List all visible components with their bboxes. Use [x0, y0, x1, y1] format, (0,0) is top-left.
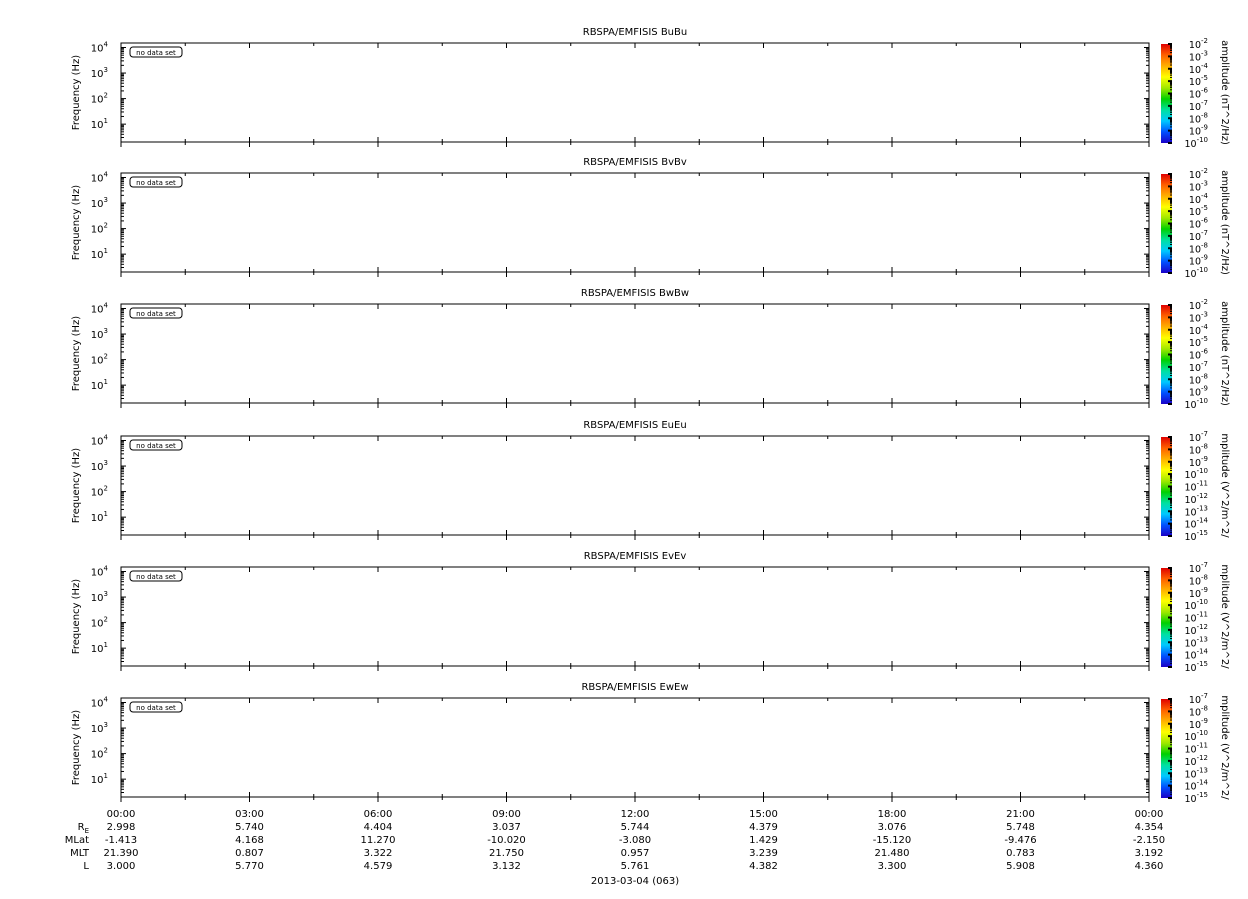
tick-exponent: -11 — [1196, 610, 1208, 619]
tick-exponent: -4 — [1201, 61, 1208, 70]
tick-exponent: 2 — [103, 615, 108, 624]
ephemeris-label-text: MLat — [64, 835, 89, 846]
y-tick-label — [91, 117, 108, 131]
panel-title: RBSPA/EMFISIS EwEw — [581, 682, 689, 693]
tick-exponent: 3 — [103, 590, 108, 599]
colorbar-tick-label — [1184, 529, 1208, 543]
tick-exponent: -8 — [1201, 704, 1208, 713]
ephemeris-value: 3.076 — [877, 822, 907, 833]
y-tick-label — [91, 485, 108, 499]
tick-exponent: 4 — [103, 301, 108, 310]
annotation-text: no data set — [136, 49, 176, 57]
tick-exponent: 3 — [103, 721, 108, 730]
tick-exponent: -5 — [1201, 204, 1208, 213]
ephemeris-value: 3.037 — [492, 822, 521, 833]
tick-exponent: 2 — [103, 746, 108, 755]
tick-base: 10 — [1184, 625, 1197, 637]
panel-title: RBSPA/EMFISIS EvEv — [583, 551, 687, 562]
colorbar-label: amplitude (nT^2/Hz) — [1219, 40, 1230, 145]
tick-base: 10 — [90, 513, 104, 525]
tick-exponent: -10 — [1196, 467, 1208, 476]
ephemeris-label-text: L — [83, 861, 89, 872]
tick-exponent: -9 — [1201, 384, 1208, 393]
ephemeris-value: 21.750 — [489, 848, 524, 859]
x-tick-label: 09:00 — [492, 809, 521, 820]
ephemeris-label — [65, 835, 89, 846]
tick-exponent: -15 — [1196, 529, 1208, 537]
ephemeris-value: 3.322 — [363, 848, 393, 859]
colorbar-tick-label — [1184, 266, 1208, 280]
ephemeris-value: 1.429 — [749, 835, 778, 846]
ephemeris-value: 4.360 — [1134, 861, 1164, 872]
tick-base: 10 — [1188, 387, 1202, 399]
tick-exponent: 4 — [103, 564, 108, 573]
tick-base: 10 — [1184, 269, 1197, 280]
plot-frame — [121, 698, 1149, 797]
ephemeris-value: 5.740 — [235, 822, 264, 833]
tick-exponent: -10 — [1196, 729, 1208, 738]
tick-exponent: -12 — [1196, 753, 1208, 762]
colorbar-label: mplitude (V^2/m^2/ — [1219, 695, 1230, 800]
y-tick-label — [91, 459, 108, 473]
tick-base: 10 — [1188, 707, 1202, 719]
tick-exponent: 2 — [103, 221, 108, 230]
tick-exponent: -15 — [1196, 791, 1208, 799]
tick-base: 10 — [1188, 256, 1202, 268]
y-tick-label — [91, 247, 108, 261]
tick-base: 10 — [1188, 40, 1202, 51]
ephemeris-label-subscript: E — [84, 827, 89, 835]
y-tick-label — [91, 92, 108, 106]
tick-exponent: -9 — [1201, 454, 1208, 463]
tick-base: 10 — [90, 250, 104, 262]
tick-base: 10 — [1184, 663, 1197, 674]
tick-base: 10 — [1188, 588, 1202, 600]
tick-base: 10 — [1184, 744, 1197, 756]
tick-base: 10 — [1184, 794, 1197, 805]
tick-exponent: -13 — [1196, 504, 1208, 513]
tick-exponent: -9 — [1201, 585, 1208, 594]
tick-exponent: 3 — [103, 459, 108, 468]
ephemeris-value: 0.957 — [620, 848, 650, 859]
y-tick-label — [91, 170, 109, 184]
tick-base: 10 — [1188, 313, 1202, 325]
tick-exponent: 1 — [103, 510, 108, 519]
tick-base: 10 — [90, 618, 104, 630]
tick-exponent: -9 — [1201, 716, 1208, 725]
no-data-annotation — [130, 177, 182, 187]
tick-exponent: -14 — [1196, 516, 1208, 525]
tick-base: 10 — [90, 43, 104, 55]
tick-base: 10 — [1184, 507, 1197, 519]
no-data-annotation — [130, 571, 182, 581]
y-tick-label — [91, 196, 108, 210]
panel-4 — [71, 420, 1230, 543]
tick-exponent: -9 — [1201, 123, 1208, 132]
tick-exponent: -12 — [1196, 491, 1208, 500]
x-tick-label: 15:00 — [749, 809, 778, 820]
tick-exponent: -8 — [1201, 111, 1208, 120]
date-label: 2013-03-04 (063) — [590, 876, 680, 887]
tick-base: 10 — [1188, 445, 1202, 457]
y-axis-label: Frequency (Hz) — [71, 315, 82, 392]
tick-base: 10 — [1184, 769, 1197, 781]
tick-base: 10 — [90, 775, 104, 787]
tick-exponent: -7 — [1201, 359, 1208, 368]
x-tick-label: 03:00 — [235, 809, 264, 820]
ephemeris-value: -3.080 — [618, 835, 652, 846]
tick-exponent: 4 — [103, 695, 108, 704]
tick-base: 10 — [1188, 64, 1202, 76]
tick-base: 10 — [1184, 532, 1197, 543]
tick-base: 10 — [90, 644, 104, 656]
tick-base: 10 — [90, 381, 104, 393]
colorbar-label: mplitude (V^2/m^2/ — [1219, 433, 1230, 538]
y-tick-label — [91, 222, 108, 236]
ephemeris-label-text: MLT — [70, 848, 89, 859]
tick-base: 10 — [1184, 781, 1197, 793]
tick-exponent: -4 — [1201, 322, 1208, 331]
ephemeris-value: -2.150 — [1132, 835, 1166, 846]
x-tick-label: 12:00 — [620, 809, 650, 820]
ephemeris-value: 0.807 — [235, 848, 264, 859]
tick-base: 10 — [1188, 170, 1202, 181]
tick-exponent: 4 — [103, 433, 108, 442]
tick-exponent: -3 — [1201, 49, 1208, 58]
tick-base: 10 — [1188, 350, 1202, 362]
ephemeris-value: 5.744 — [620, 822, 650, 833]
tick-exponent: -2 — [1201, 298, 1208, 306]
tick-base: 10 — [1188, 89, 1202, 101]
tick-exponent: -6 — [1201, 347, 1208, 356]
tick-exponent: -5 — [1201, 74, 1208, 83]
tick-exponent: -7 — [1201, 692, 1208, 700]
annotation-text: no data set — [136, 179, 176, 187]
tick-base: 10 — [90, 304, 104, 316]
tick-base: 10 — [90, 724, 104, 736]
annotation-text: no data set — [136, 442, 176, 450]
ephemeris-value: 3.300 — [877, 861, 907, 872]
ephemeris-label — [78, 822, 89, 835]
tick-base: 10 — [1184, 482, 1197, 494]
tick-base: 10 — [1188, 77, 1202, 89]
tick-exponent: -10 — [1196, 397, 1208, 405]
ephemeris-value: 5.748 — [1006, 822, 1035, 833]
x-tick-label: 21:00 — [1006, 809, 1035, 820]
tick-exponent: -14 — [1196, 778, 1208, 787]
no-data-annotation — [130, 308, 182, 318]
tick-exponent: 2 — [103, 484, 108, 493]
ephemeris-value: 5.761 — [620, 861, 650, 872]
tick-base: 10 — [90, 487, 104, 499]
plot-frame — [121, 567, 1149, 666]
ephemeris-value: 3.192 — [1134, 848, 1164, 859]
tick-exponent: 1 — [103, 378, 108, 387]
tick-base: 10 — [1188, 695, 1202, 706]
tick-exponent: -3 — [1201, 310, 1208, 319]
y-tick-label — [91, 301, 109, 315]
ephemeris-value: 3.239 — [749, 848, 778, 859]
tick-exponent: -7 — [1201, 98, 1208, 107]
tick-exponent: 2 — [103, 91, 108, 100]
tick-base: 10 — [1184, 756, 1197, 768]
tick-base: 10 — [1184, 613, 1197, 625]
ephemeris-label — [83, 861, 89, 872]
tick-base: 10 — [90, 436, 104, 448]
tick-base: 10 — [90, 593, 104, 605]
panel-title: RBSPA/EMFISIS BuBu — [582, 27, 688, 38]
y-tick-label — [91, 66, 108, 80]
ephemeris-value: 4.382 — [749, 861, 778, 872]
ephemeris-value: 4.168 — [235, 835, 264, 846]
ephemeris-value: 5.908 — [1006, 861, 1035, 872]
y-tick-label — [91, 378, 108, 392]
tick-base: 10 — [90, 94, 104, 106]
tick-base: 10 — [90, 199, 104, 211]
y-tick-label — [91, 40, 109, 54]
ephemeris-value: -15.120 — [872, 835, 912, 846]
tick-base: 10 — [90, 355, 104, 367]
annotation-text: no data set — [136, 573, 176, 581]
tick-exponent: 1 — [103, 641, 108, 650]
tick-exponent: -10 — [1196, 598, 1208, 607]
tick-base: 10 — [90, 224, 104, 236]
x-tick-label: 00:00 — [106, 809, 136, 820]
tick-exponent: 3 — [103, 196, 108, 205]
colorbar-tick-label — [1184, 136, 1208, 150]
panel-2 — [71, 157, 1230, 280]
x-tick-label: 00:00 — [1134, 809, 1164, 820]
tick-base: 10 — [1188, 182, 1202, 194]
ephemeris-value: 4.379 — [749, 822, 778, 833]
ephemeris-value: -9.476 — [1004, 835, 1037, 846]
y-tick-label — [91, 695, 109, 709]
tick-exponent: -7 — [1201, 561, 1208, 569]
tick-base: 10 — [90, 567, 104, 579]
y-axis-label: Frequency (Hz) — [71, 709, 82, 786]
tick-exponent: -6 — [1201, 86, 1208, 95]
tick-base: 10 — [90, 173, 104, 185]
ephemeris-value: 5.770 — [235, 861, 264, 872]
tick-exponent: 3 — [103, 327, 108, 336]
x-axis-labels — [65, 809, 1165, 887]
colorbar-tick-label — [1184, 397, 1208, 411]
ephemeris-value: 21.390 — [103, 848, 139, 859]
y-tick-label — [91, 721, 108, 735]
tick-base: 10 — [1188, 114, 1202, 126]
ephemeris-value: 3.132 — [492, 861, 521, 872]
tick-exponent: -7 — [1201, 430, 1208, 438]
y-tick-label — [91, 510, 108, 524]
ephemeris-label — [70, 848, 90, 859]
y-tick-label — [91, 590, 108, 604]
tick-base: 10 — [1184, 400, 1197, 411]
tick-base: 10 — [1188, 126, 1202, 138]
ephemeris-value: 3.000 — [106, 861, 136, 872]
tick-exponent: 1 — [103, 772, 108, 781]
colorbar-label: amplitude (nT^2/Hz) — [1219, 170, 1230, 275]
y-tick-label — [91, 353, 108, 367]
tick-base: 10 — [1184, 650, 1197, 662]
annotation-text: no data set — [136, 310, 176, 318]
panel-3 — [71, 288, 1230, 411]
panel-title: RBSPA/EMFISIS EuEu — [583, 420, 687, 431]
panel-title: RBSPA/EMFISIS BwBw — [580, 288, 690, 299]
tick-base: 10 — [1188, 719, 1202, 731]
tick-base: 10 — [90, 120, 104, 132]
plot-frame — [121, 43, 1149, 142]
tick-base: 10 — [1188, 207, 1202, 219]
tick-base: 10 — [90, 69, 104, 81]
annotation-text: no data set — [136, 704, 176, 712]
y-axis-label: Frequency (Hz) — [71, 184, 82, 261]
y-tick-label — [91, 564, 109, 578]
tick-base: 10 — [1188, 301, 1202, 312]
panel-title: RBSPA/EMFISIS BvBv — [583, 157, 687, 168]
ephemeris-value: 4.579 — [363, 861, 393, 872]
tick-exponent: -13 — [1196, 635, 1208, 644]
tick-base: 10 — [1188, 52, 1202, 64]
tick-exponent: -13 — [1196, 766, 1208, 775]
tick-base: 10 — [1184, 732, 1197, 744]
tick-exponent: -15 — [1196, 660, 1208, 668]
colorbar-label: amplitude (nT^2/Hz) — [1219, 301, 1230, 406]
tick-exponent: -5 — [1201, 335, 1208, 344]
tick-base: 10 — [1188, 231, 1202, 243]
y-axis-label: Frequency (Hz) — [71, 54, 82, 131]
tick-exponent: -6 — [1201, 216, 1208, 225]
y-tick-label — [91, 747, 108, 761]
no-data-annotation — [130, 440, 182, 450]
panel-1 — [71, 27, 1230, 150]
y-tick-label — [91, 772, 108, 786]
tick-exponent: -7 — [1201, 228, 1208, 237]
tick-exponent: 2 — [103, 352, 108, 361]
panel-6 — [71, 682, 1230, 805]
tick-exponent: -10 — [1196, 136, 1208, 144]
colorbar-tick-label — [1184, 660, 1208, 674]
tick-exponent: -2 — [1201, 37, 1208, 45]
y-axis-label: Frequency (Hz) — [71, 447, 82, 524]
tick-exponent: -8 — [1201, 442, 1208, 451]
tick-exponent: -8 — [1201, 372, 1208, 381]
tick-exponent: 4 — [103, 40, 108, 49]
panel-5 — [71, 551, 1230, 674]
tick-exponent: -9 — [1201, 253, 1208, 262]
tick-base: 10 — [1188, 219, 1202, 231]
tick-exponent: -10 — [1196, 266, 1208, 274]
ephemeris-value: -10.020 — [487, 835, 526, 846]
y-tick-label — [91, 433, 109, 447]
tick-exponent: 1 — [103, 117, 108, 126]
colorbar-label: mplitude (V^2/m^2/ — [1219, 564, 1230, 669]
tick-exponent: 1 — [103, 247, 108, 256]
tick-base: 10 — [1188, 101, 1202, 113]
tick-base: 10 — [90, 330, 104, 342]
tick-base: 10 — [1184, 470, 1197, 482]
tick-base: 10 — [1188, 244, 1202, 256]
tick-base: 10 — [1188, 362, 1202, 374]
colorbar-tick-label — [1184, 791, 1208, 805]
tick-exponent: -11 — [1196, 479, 1208, 488]
tick-base: 10 — [1184, 601, 1197, 613]
tick-base: 10 — [1184, 494, 1197, 506]
tick-exponent: -2 — [1201, 167, 1208, 175]
tick-base: 10 — [1188, 457, 1202, 469]
y-tick-label — [91, 327, 108, 341]
y-tick-label — [91, 641, 108, 655]
no-data-annotation — [130, 47, 182, 57]
tick-exponent: -8 — [1201, 573, 1208, 582]
tick-base: 10 — [1184, 139, 1197, 150]
ephemeris-value: 4.404 — [363, 822, 393, 833]
tick-base: 10 — [1188, 325, 1202, 337]
tick-base: 10 — [1188, 338, 1202, 350]
y-axis-label: Frequency (Hz) — [71, 578, 82, 655]
tick-exponent: -4 — [1201, 191, 1208, 200]
tick-base: 10 — [90, 698, 104, 710]
ephemeris-value: -1.413 — [104, 835, 138, 846]
tick-exponent: 3 — [103, 66, 108, 75]
tick-exponent: -11 — [1196, 741, 1208, 750]
tick-base: 10 — [90, 749, 104, 761]
tick-base: 10 — [1188, 576, 1202, 588]
tick-base: 10 — [1188, 564, 1202, 575]
tick-exponent: -12 — [1196, 622, 1208, 631]
plot-frame — [121, 304, 1149, 403]
no-data-annotation — [130, 702, 182, 712]
plot-frame — [121, 436, 1149, 535]
tick-base: 10 — [90, 462, 104, 474]
ephemeris-label-text: R — [77, 822, 85, 833]
ephemeris-value: 21.480 — [874, 848, 910, 859]
ephemeris-value: 4.354 — [1134, 822, 1164, 833]
tick-base: 10 — [1184, 638, 1197, 650]
plot-frame — [121, 173, 1149, 272]
tick-base: 10 — [1188, 375, 1202, 387]
y-tick-label — [91, 616, 108, 630]
tick-exponent: -3 — [1201, 179, 1208, 188]
x-tick-label: 06:00 — [363, 809, 393, 820]
x-tick-label: 18:00 — [877, 809, 907, 820]
ephemeris-value: 0.783 — [1006, 848, 1035, 859]
ephemeris-value: 2.998 — [106, 822, 136, 833]
ephemeris-value: 11.270 — [360, 835, 396, 846]
tick-base: 10 — [1184, 519, 1197, 531]
tick-exponent: 4 — [103, 170, 108, 179]
tick-base: 10 — [1188, 433, 1202, 444]
tick-exponent: -8 — [1201, 241, 1208, 250]
tick-exponent: -14 — [1196, 647, 1208, 656]
tick-base: 10 — [1188, 194, 1202, 206]
